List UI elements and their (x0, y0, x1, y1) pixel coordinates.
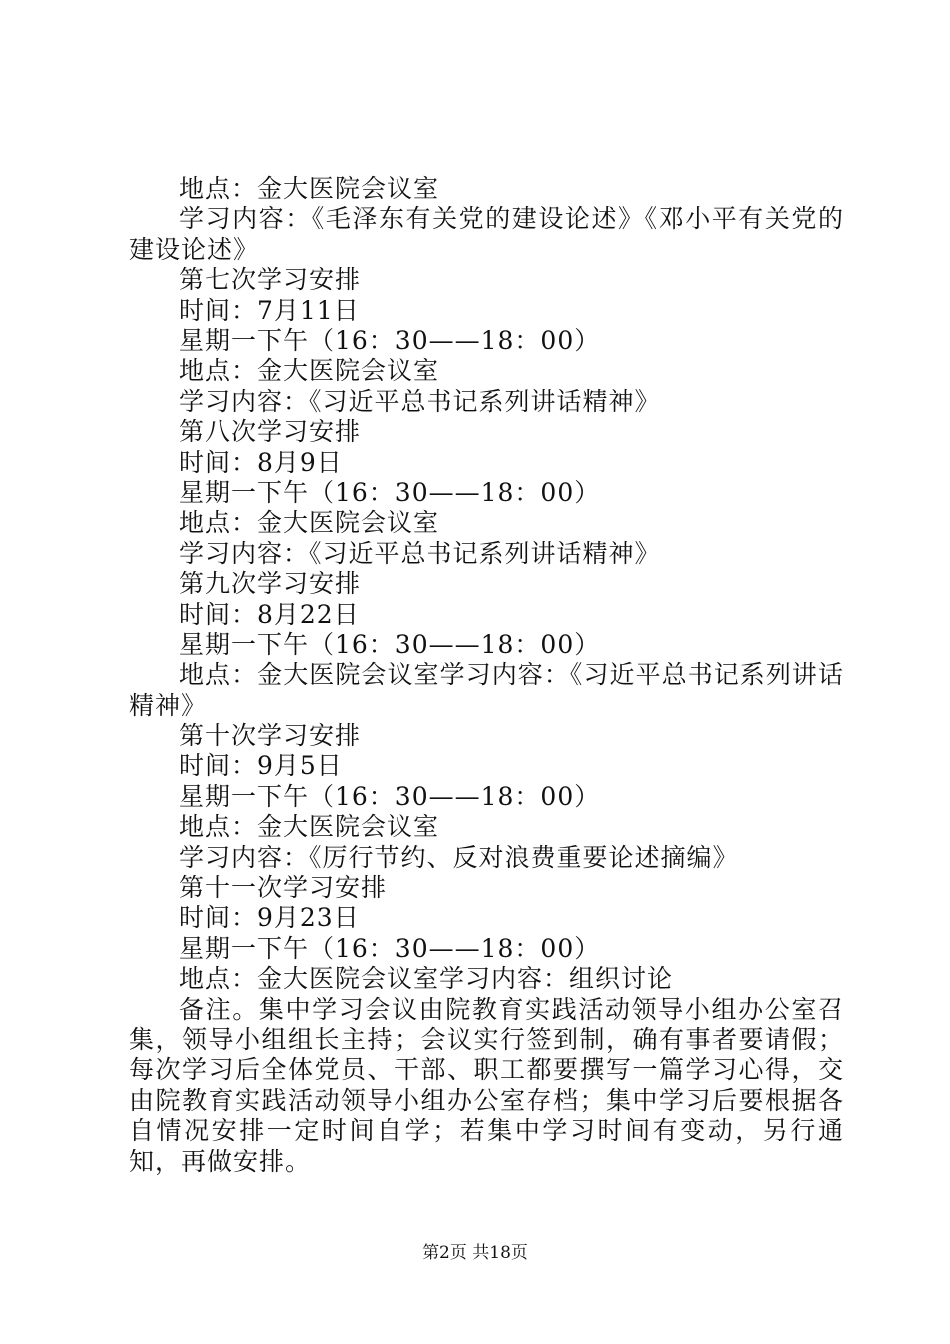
study-content-line: 学习内容：《习近平总书记系列讲话精神》 (179, 538, 661, 568)
page-footer: 第2页 共18页 (422, 1243, 528, 1263)
location-line: 地点：金大医院会议室 (179, 812, 440, 842)
session-heading: 第七次学习安排 (179, 265, 362, 295)
location-line: 地点：金大医院会议室 (179, 356, 440, 386)
document-body (129, 174, 844, 1177)
study-content-line: 学习内容：《习近平总书记系列讲话精神》 (179, 386, 661, 416)
date-line: 时间：8月9日 (179, 447, 343, 477)
session-heading: 第十次学习安排 (179, 721, 362, 751)
session-heading: 第八次学习安排 (179, 417, 362, 447)
location-line: 地点：金大医院会议室 (179, 508, 440, 538)
session-heading: 第十一次学习安排 (179, 873, 388, 903)
location-content-paragraph: 地点：金大医院会议室学习内容：《习近平总书记系列讲话精神》 (129, 660, 844, 720)
time-line: 星期一下午（16：30——18：00） (179, 629, 601, 659)
session-heading: 第九次学习安排 (179, 569, 362, 599)
time-line: 星期一下午（16：30——18：00） (179, 933, 601, 963)
location-content-line: 地点：金大医院会议室学习内容：组织讨论 (179, 964, 674, 994)
time-line: 星期一下午（16：30——18：00） (179, 325, 601, 355)
remarks-paragraph: 备注。集中学习会议由院教育实践活动领导小组办公室召集，领导小组组长主持；会议实行签到制，确有事者要请假；每次学习后全体党员、干部、职工都要撰写一篇学习心得，交由院教育实践活动领导小组办公室存档；集中学习后要根据各自情况安排一定时间自学；若集中学习时间有变动，另行通知，再做安排。 (129, 994, 844, 1176)
date-line: 时间：9月23日 (179, 903, 360, 933)
location-line: 地点：金大医院会议室 (179, 174, 440, 203)
date-line: 时间：9月5日 (179, 751, 343, 781)
study-content-paragraph: 学习内容：《毛泽东有关党的建设论述》《邓小平有关党的建设论述》 (129, 204, 844, 264)
time-line: 星期一下午（16：30——18：00） (179, 781, 601, 811)
date-line: 时间：7月11日 (179, 295, 360, 325)
time-line: 星期一下午（16：30——18：00） (179, 477, 601, 507)
study-content-line: 学习内容：《厉行节约、反对浪费重要论述摘编》 (179, 842, 739, 872)
date-line: 时间：8月22日 (179, 599, 360, 629)
